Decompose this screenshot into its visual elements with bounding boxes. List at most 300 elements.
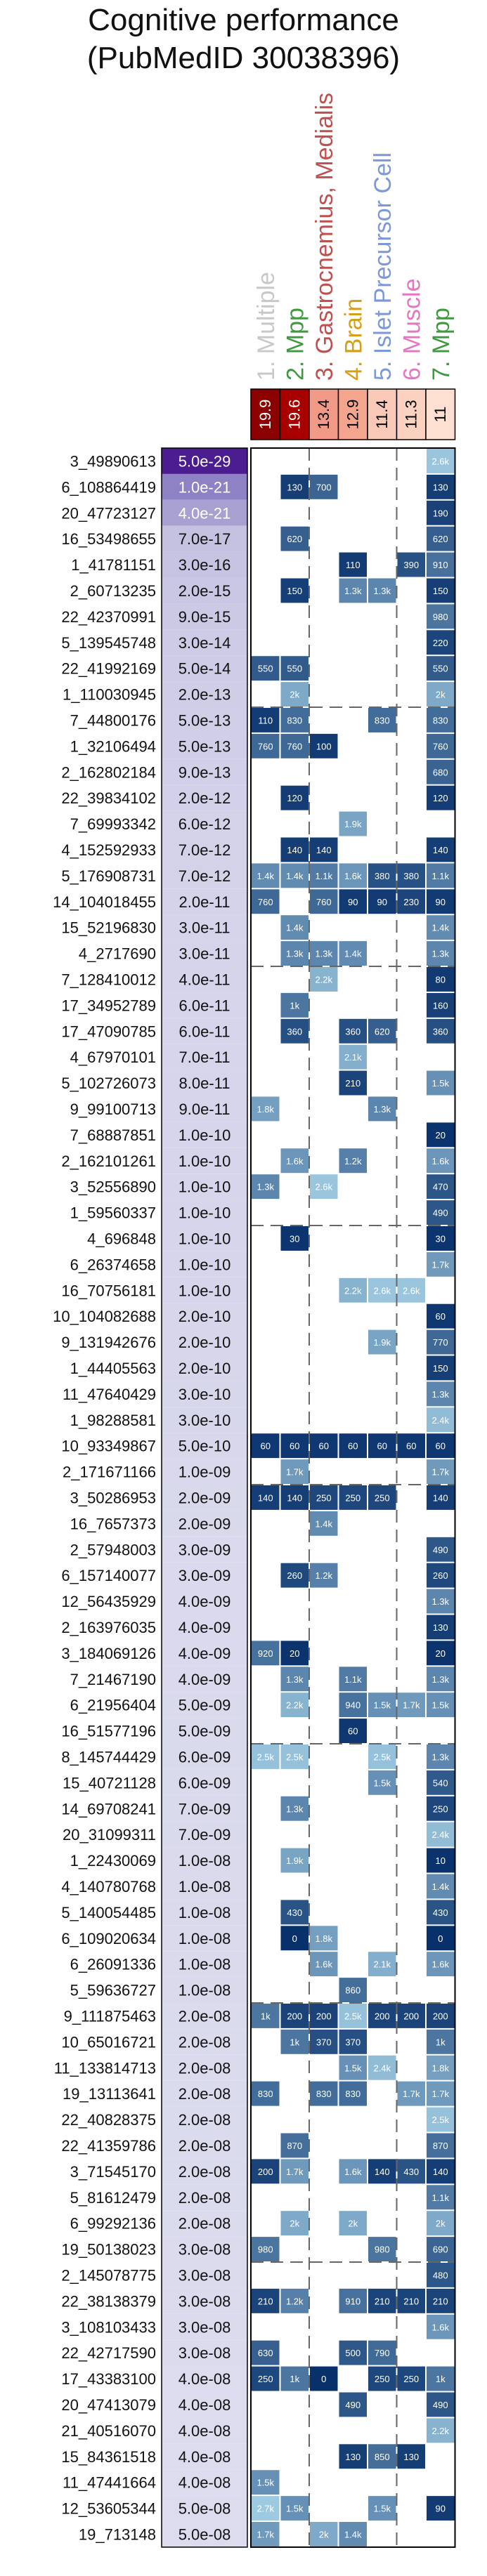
heatmap-cell-label: 1.4k (257, 870, 275, 881)
heatmap-cell-label: 1.6k (344, 870, 362, 881)
pvalue-label: 2.0e-08 (178, 2214, 231, 2233)
snp-label: 6_26091336 (70, 1955, 156, 1973)
heatmap-cell-label: 1.8k (431, 2063, 450, 2074)
snp-label: 22_38138379 (61, 2292, 156, 2311)
heatmap-cell-label: 2.6k (373, 1285, 391, 1296)
heatmap-cell-label: 980 (257, 2244, 273, 2255)
heatmap-cell-label: 2k (290, 689, 300, 700)
snp-label: 6_26374658 (70, 1256, 156, 1274)
snp-label: 3_184069126 (61, 1644, 156, 1662)
heatmap-cell-label: 1.7k (402, 2089, 420, 2100)
heatmap-cell-label: 1.7k (257, 2529, 275, 2540)
heatmap-cell-label: 60 (435, 1311, 446, 1322)
heatmap-cell-label: 1.3k (344, 585, 362, 596)
heatmap-cell-label: 1.2k (344, 1155, 362, 1167)
heatmap-cell-label: 210 (257, 2296, 273, 2307)
snp-label: 15_40721128 (63, 1774, 156, 1792)
heatmap-cell-label: 120 (287, 793, 303, 804)
heatmap-cell-label: 370 (316, 2037, 332, 2048)
heatmap-cell-label: 1.3k (431, 1674, 450, 1685)
heatmap-cell-label: 540 (432, 1777, 448, 1789)
heatmap-cell-label: 90 (348, 896, 358, 907)
heatmap-cell-label: 2k (435, 2218, 446, 2229)
pvalue-label: 2.0e-08 (178, 2007, 231, 2025)
pvalue-label: 5.0e-09 (178, 1722, 231, 1740)
heatmap-cell-label: 110 (258, 715, 273, 726)
heatmap-cell-label: 1.5k (431, 1078, 450, 1089)
heatmap-cell-label: 2.1k (373, 1959, 391, 1970)
heatmap-cell-label: 1.9k (344, 819, 362, 830)
heatmap-cell-label: 700 (316, 482, 332, 493)
pvalue-label: 2.0e-12 (178, 789, 231, 808)
snp-label: 1_98288581 (70, 1411, 156, 1429)
snp-label: 5_140054485 (61, 1903, 156, 1921)
pvalue-label: 3.0e-08 (178, 2344, 231, 2363)
snp-label: 5_81612479 (70, 2188, 156, 2207)
heatmap-cell-label: 430 (287, 1907, 303, 1918)
heatmap-cell-label: 140 (316, 844, 332, 855)
heatmap-cell-label: 1.1k (431, 2192, 450, 2203)
heatmap-cell-label: 130 (432, 1622, 448, 1633)
heatmap-cell-label: 1.3k (431, 948, 450, 959)
snp-label: 8_145744429 (61, 1748, 156, 1766)
snp-label: 4_140780768 (61, 1877, 156, 1895)
heatmap-cell-label: 790 (374, 2348, 390, 2359)
pvalue-label: 1.0e-08 (178, 1852, 231, 1870)
heatmap-cell-label: 140 (432, 2166, 448, 2177)
heatmap-cell-label: 1.5k (257, 2477, 275, 2488)
heatmap-cell-label: 1.7k (431, 1259, 450, 1270)
heatmap-cell-label: 940 (345, 1700, 361, 1711)
heatmap-cell-label: 380 (403, 870, 420, 881)
heatmap-cell-label: 30 (290, 1233, 300, 1244)
snp-label: 1_59560337 (70, 1204, 156, 1222)
heatmap-cell-label: 1.5k (285, 2503, 304, 2514)
pvalue-label: 1.0e-08 (178, 1981, 231, 1999)
heatmap-cell-label: 1.6k (315, 1959, 333, 1970)
pvalue-label: 1.0e-10 (178, 1282, 231, 1300)
snp-label: 3_71545170 (70, 2162, 156, 2181)
pvalue-label: 1.0e-08 (178, 1903, 231, 1921)
heatmap-cell-label: 1k (435, 2374, 446, 2385)
snp-label: 7_68887851 (70, 1126, 156, 1144)
heatmap-cell-label: 430 (403, 2166, 420, 2177)
heatmap-cell-label: 760 (316, 896, 332, 907)
pvalue-label: 5.0e-13 (178, 737, 231, 756)
snp-label: 2_162101261 (61, 1152, 156, 1170)
heatmap-cell-label: 1.6k (431, 1155, 450, 1167)
heatmap-cell-label: 210 (374, 2296, 390, 2307)
heatmap-cell-label: 2k (435, 689, 446, 700)
heatmap-cell-label: 90 (435, 2503, 446, 2514)
pvalue-label: 7.0e-17 (178, 530, 231, 548)
heatmap-cell-label: 480 (432, 2270, 448, 2281)
heatmap-cell-label: 1k (290, 2037, 300, 2048)
heatmap-cell-label: 430 (432, 1907, 448, 1918)
pvalue-label: 2.0e-09 (178, 1515, 231, 1533)
heatmap-cell-label: 490 (345, 2399, 361, 2410)
pvalue-label: 5.0e-13 (178, 711, 231, 730)
pvalue-label: 2.0e-08 (178, 2033, 231, 2051)
heatmap-cell-label: 60 (290, 1440, 300, 1452)
heatmap-cell-label: 470 (432, 1181, 448, 1192)
heatmap-cell-label: 220 (432, 637, 448, 648)
heatmap-cell-label: 2.4k (373, 2063, 391, 2074)
heatmap-cell-label: 2.4k (431, 1414, 450, 1426)
pvalue-label: 3.0e-11 (178, 945, 230, 963)
heatmap-cell-label: 1.4k (431, 922, 450, 933)
chart-title-line-1: Cognitive performance (88, 3, 399, 37)
column-score-label: 11 (431, 406, 449, 423)
snp-label: 22_41359786 (61, 2136, 156, 2155)
snp-label: 21_40516070 (61, 2421, 156, 2440)
heatmap-cell-label: 2.2k (344, 1285, 362, 1296)
pvalue-label: 3.0e-09 (178, 1567, 231, 1585)
heatmap-cell-label: 2.6k (315, 1181, 333, 1192)
pvalue-label: 8.0e-11 (178, 1075, 230, 1093)
heatmap-cell-label: 60 (260, 1440, 271, 1452)
heatmap-cell-label: 130 (287, 482, 303, 493)
snp-label: 7_21467190 (70, 1670, 156, 1688)
snp-label: 20_31099311 (63, 1826, 156, 1844)
heatmap-cell-label: 100 (316, 741, 332, 752)
heatmap-cell-label: 60 (318, 1440, 329, 1452)
heatmap-cell-label: 370 (345, 2037, 361, 2048)
snp-label: 7_69993342 (70, 815, 156, 834)
pvalue-label: 3.0e-14 (178, 633, 231, 652)
pvalue-label: 5.0e-09 (178, 1696, 231, 1714)
heatmap-cell-label: 210 (432, 2296, 448, 2307)
heatmap-cell-label: 2.6k (431, 456, 450, 467)
snp-label: 11_133814713 (53, 2059, 156, 2077)
heatmap-cell-label: 60 (435, 1440, 446, 1452)
heatmap-cell-label: 140 (432, 844, 448, 855)
heatmap-cell-label: 1.3k (285, 948, 304, 959)
snp-label: 4_67970101 (70, 1049, 156, 1067)
heatmap-cell-label: 1.8k (315, 1933, 333, 1944)
snp-label: 17_47090785 (61, 1023, 156, 1041)
heatmap-cell-label: 980 (374, 2244, 390, 2255)
snp-label: 16_51577196 (61, 1722, 156, 1740)
heatmap-cell-label: 830 (345, 2089, 361, 2100)
heatmap-cell-label: 250 (374, 2374, 390, 2385)
heatmap-cell-label: 190 (432, 508, 448, 519)
heatmap-cell-label: 200 (432, 2011, 448, 2022)
heatmap-cell-label: 550 (287, 663, 303, 674)
heatmap-cell-label: 1.3k (285, 1803, 304, 1815)
heatmap-cell-label: 260 (287, 1570, 303, 1582)
heatmap-cell-label: 490 (432, 1207, 448, 1218)
snp-label: 2_145078775 (61, 2266, 156, 2285)
heatmap-cell-label: 60 (377, 1440, 387, 1452)
pvalue-label: 1.0e-09 (178, 1463, 231, 1481)
chart-title-line-2: (PubMedID 30038396) (86, 41, 401, 75)
pvalue-label: 3.0e-10 (178, 1385, 231, 1403)
pvalue-label: 2.0e-15 (178, 581, 231, 600)
pvalue-label: 4.0e-09 (178, 1593, 231, 1611)
heatmap-cell-label: 230 (403, 896, 420, 907)
column-label: 3. Gastrocnemius, Medialis (311, 92, 338, 381)
heatmap-cell-label: 870 (432, 2140, 448, 2151)
heatmap-cell-label: 1.7k (431, 2089, 450, 2100)
heatmap-cell-label: 850 (374, 2451, 390, 2462)
heatmap-cell-label: 2k (348, 2218, 358, 2229)
heatmap-cell-label: 1.6k (431, 1959, 450, 1970)
heatmap-cell-label: 10 (435, 1855, 446, 1867)
snp-label: 22_42717590 (61, 2344, 156, 2363)
column-label: 7. Mpp (427, 308, 455, 381)
snp-label: 16_70756181 (61, 1282, 156, 1300)
heatmap-cell-label: 500 (345, 2348, 361, 2359)
heatmap-cell-label: 1.9k (285, 1855, 304, 1867)
pvalue-label: 6.0e-12 (178, 815, 231, 834)
heatmap-cell-label: 1.4k (344, 948, 362, 959)
pvalue-label: 3.0e-08 (178, 2292, 231, 2311)
heatmap-cell-label: 1k (260, 2011, 271, 2022)
heatmap-cell-label: 1.6k (285, 1155, 304, 1167)
pvalue-label: 5.0e-29 (178, 452, 231, 471)
pvalue-label: 3.0e-08 (178, 2318, 231, 2337)
snp-label: 1_44405563 (70, 1359, 156, 1377)
heatmap-cell-label: 60 (348, 1726, 358, 1737)
pvalue-label: 5.0e-10 (178, 1437, 231, 1455)
pvalue-label: 2.0e-10 (178, 1359, 231, 1377)
heatmap-cell-label: 1.5k (431, 1700, 450, 1711)
heatmap-cell-label: 2.1k (344, 1052, 362, 1063)
heatmap-cell-label: 860 (345, 1985, 361, 1996)
heatmap-cell-label: 1.7k (431, 1466, 450, 1478)
heatmap-cell-label: 1.4k (285, 870, 304, 881)
pvalue-label: 4.0e-09 (178, 1618, 231, 1636)
column-score-label: 11.4 (372, 400, 391, 429)
heatmap-cell-label: 360 (345, 1026, 361, 1037)
snp-label: 9_99100713 (70, 1100, 156, 1118)
heatmap-cell-label: 1.3k (431, 1388, 450, 1400)
heatmap-cell-label: 680 (432, 767, 448, 778)
snp-label: 16_7657373 (70, 1515, 156, 1533)
heatmap-cell-label: 150 (432, 1362, 448, 1374)
heatmap-cell-label: 20 (435, 1129, 446, 1141)
snp-label: 5_176908731 (61, 867, 156, 885)
heatmap-cell-label: 2.2k (285, 1700, 304, 1711)
heatmap-cell-label: 200 (257, 2166, 273, 2177)
heatmap-cell-label: 830 (257, 2089, 273, 2100)
snp-label: 1_110030945 (63, 685, 156, 704)
snp-label: 12_56435929 (61, 1593, 156, 1611)
heatmap-cell-label: 1.1k (431, 870, 450, 881)
pvalue-label: 5.0e-08 (178, 2525, 231, 2544)
heatmap-cell-label: 760 (432, 741, 448, 752)
snp-label: 10_104082688 (53, 1308, 156, 1326)
heatmap-cell-label: 830 (287, 715, 303, 726)
pvalue-label: 9.0e-13 (178, 763, 231, 782)
snp-label: 5_59636727 (70, 1981, 156, 1999)
heatmap-cell-label: 200 (374, 2011, 390, 2022)
snp-label: 3_49890613 (70, 452, 156, 471)
column-label: 2. Mpp (282, 308, 309, 381)
heatmap-cell-label: 1.4k (431, 1881, 450, 1892)
snp-label: 3_52556890 (70, 1178, 156, 1196)
pvalue-label: 3.0e-08 (178, 2266, 231, 2285)
snp-label: 5_102726073 (61, 1075, 156, 1093)
heatmap-cell-label: 690 (432, 2244, 448, 2255)
heatmap-cell-label: 160 (432, 1000, 448, 1011)
heatmap-cell-label: 130 (403, 2451, 420, 2462)
pvalue-label: 2.0e-08 (178, 2085, 231, 2103)
heatmap-cell-label: 830 (374, 715, 390, 726)
heatmap-cell-label: 1.6k (431, 2322, 450, 2333)
heatmap-cell-label: 870 (287, 2140, 303, 2151)
heatmap-cell-label: 830 (316, 2089, 332, 2100)
heatmap-cell-label: 0 (321, 2374, 327, 2385)
pvalue-label: 4.0e-08 (178, 2473, 231, 2492)
heatmap-cell-label: 140 (374, 2166, 390, 2177)
heatmap-cell-label: 150 (287, 585, 303, 596)
pvalue-label: 6.0e-11 (178, 1023, 230, 1041)
column-score-label: 11.3 (402, 400, 420, 429)
pvalue-label: 7.0e-11 (178, 1049, 230, 1067)
pvalue-label: 1.0e-10 (178, 1230, 231, 1248)
heatmap-cell-label: 980 (432, 611, 448, 622)
snp-label: 20_47723127 (61, 504, 156, 523)
heatmap-cell-label: 0 (438, 1933, 443, 1944)
heatmap-cell-label: 550 (432, 663, 448, 674)
heatmap-cell-label: 130 (432, 482, 448, 493)
heatmap-cell-label: 140 (287, 1492, 303, 1504)
heatmap-cell-label: 1k (435, 2037, 446, 2048)
heatmap-cell-label: 760 (257, 896, 273, 907)
heatmap-cell-label: 1.3k (431, 1596, 450, 1608)
pvalue-label: 7.0e-12 (178, 841, 231, 859)
pvalue-label: 1.0e-10 (178, 1204, 231, 1222)
heatmap-cell-label: 200 (287, 2011, 303, 2022)
heatmap-cell-label: 1.7k (285, 2166, 304, 2177)
snp-label: 11_47640429 (63, 1385, 156, 1403)
pvalue-label: 7.0e-09 (178, 1800, 231, 1818)
heatmap-cell-label: 620 (374, 1026, 390, 1037)
column-label: 5. Islet Precursor Cell (369, 152, 396, 381)
heatmap-cell-label: 920 (257, 1648, 273, 1659)
heatmap-cell-label: 200 (316, 2011, 332, 2022)
heatmap-cell-label: 90 (435, 896, 446, 907)
snp-label: 22_39834102 (61, 789, 156, 808)
snp-label: 19_50138023 (61, 2240, 156, 2259)
snp-label: 9_131942676 (61, 1334, 156, 1352)
pvalue-label: 1.0e-08 (178, 1877, 231, 1895)
pvalue-label: 2.0e-11 (178, 893, 230, 911)
heatmap-cell-label: 1.9k (373, 1337, 391, 1348)
snp-label: 22_42370991 (61, 607, 156, 626)
heatmap-cell-label: 550 (257, 663, 273, 674)
heatmap-cell-label: 1.3k (431, 1752, 450, 1763)
heatmap-cell-label: 630 (257, 2348, 273, 2359)
pvalue-label: 6.0e-11 (178, 997, 230, 1015)
pvalue-label: 5.0e-14 (178, 659, 231, 678)
heatmap-cell-label: 120 (432, 793, 448, 804)
pvalue-label: 9.0e-11 (178, 1100, 230, 1118)
pvalue-label: 4.0e-09 (178, 1644, 231, 1662)
heatmap-cell-label: 210 (345, 1078, 361, 1089)
snp-label: 15_52196830 (61, 919, 156, 937)
pvalue-label: 2.0e-08 (178, 2111, 231, 2129)
pvalue-label: 5.0e-08 (178, 2499, 231, 2518)
heatmap-cell-label: 390 (403, 560, 420, 571)
heatmap-cell-label: 830 (432, 715, 448, 726)
pvalue-label: 2.0e-13 (178, 685, 231, 704)
pvalue-label: 6.0e-09 (178, 1748, 231, 1766)
snp-label: 11_47441664 (63, 2473, 156, 2492)
heatmap-cell-label: 2.7k (257, 2503, 275, 2514)
heatmap-cell-label: 1.4k (285, 922, 304, 933)
heatmap-cell-label: 360 (287, 1026, 303, 1037)
column-score-label: 13.4 (314, 399, 332, 430)
heatmap-cell-label: 1.3k (285, 1674, 304, 1685)
heatmap-cell-label: 620 (432, 534, 448, 545)
heatmap-cell-label: 110 (345, 560, 361, 571)
heatmap-cell-label: 250 (432, 1803, 448, 1815)
heatmap-cell-label: 1.7k (285, 1466, 304, 1478)
pvalue-label: 1.0e-10 (178, 1256, 231, 1274)
snp-label: 7_128410012 (61, 971, 156, 989)
pvalue-label: 2.0e-10 (178, 1334, 231, 1352)
heatmap-cell-label: 1.3k (257, 1181, 275, 1192)
pvalue-label: 4.0e-11 (178, 971, 230, 989)
snp-label: 22_41992169 (61, 659, 156, 678)
heatmap-cell-label: 490 (432, 1544, 448, 1556)
heatmap-cell-label: 250 (374, 1492, 390, 1504)
column-label: 4. Brain (340, 298, 368, 381)
pvalue-label: 4.0e-21 (178, 504, 231, 523)
pvalue-label: 4.0e-08 (178, 2396, 231, 2414)
pvalue-label: 2.0e-09 (178, 1489, 231, 1507)
snp-label: 3_108103433 (61, 2318, 156, 2337)
pvalue-label: 1.0e-10 (178, 1152, 231, 1170)
snp-label: 10_65016721 (61, 2033, 156, 2051)
heatmap-cell-label: 140 (432, 1492, 448, 1504)
snp-label: 3_50286953 (70, 1489, 156, 1507)
snp-label: 14_69708241 (61, 1800, 156, 1818)
heatmap-cell-label: 1.5k (344, 2063, 362, 2074)
heatmap-cell-label: 1.4k (344, 2529, 362, 2540)
heatmap-cell-label: 1.4k (315, 1518, 333, 1530)
heatmap-cell-label: 80 (435, 974, 446, 985)
heatmap-cell-label: 140 (287, 844, 303, 855)
snp-label: 16_53498655 (61, 530, 156, 548)
heatmap-cell-label: 250 (403, 2374, 420, 2385)
pvalue-label: 1.0e-10 (178, 1178, 231, 1196)
heatmap-cell-label: 60 (348, 1440, 358, 1452)
pvalue-label: 2.0e-08 (178, 2188, 231, 2207)
snp-label: 7_44800176 (70, 711, 156, 730)
pvalue-label: 7.0e-12 (178, 867, 231, 885)
pvalue-label: 3.0e-11 (178, 919, 230, 937)
pvalue-label: 3.0e-10 (178, 1411, 231, 1429)
heatmap-cell-label: 140 (257, 1492, 273, 1504)
snp-label: 4_2717690 (78, 945, 156, 963)
column-score-label: 12.9 (344, 399, 362, 430)
snp-label: 2_163976035 (61, 1618, 156, 1636)
heatmap-cell-label: 770 (432, 1337, 448, 1348)
snp-label: 6_99292136 (70, 2214, 156, 2233)
heatmap-cell-label: 2.5k (431, 2115, 450, 2126)
heatmap-cell-label: 20 (435, 1648, 446, 1659)
pvalue-label: 2.0e-10 (178, 1308, 231, 1326)
heatmap-cell-label: 1.1k (315, 870, 333, 881)
snp-label: 10_93349867 (61, 1437, 156, 1455)
heatmap-cell-label: 150 (432, 585, 448, 596)
heatmap-cell-label: 1.6k (344, 2166, 362, 2177)
pvalue-label: 3.0e-08 (178, 2240, 231, 2259)
